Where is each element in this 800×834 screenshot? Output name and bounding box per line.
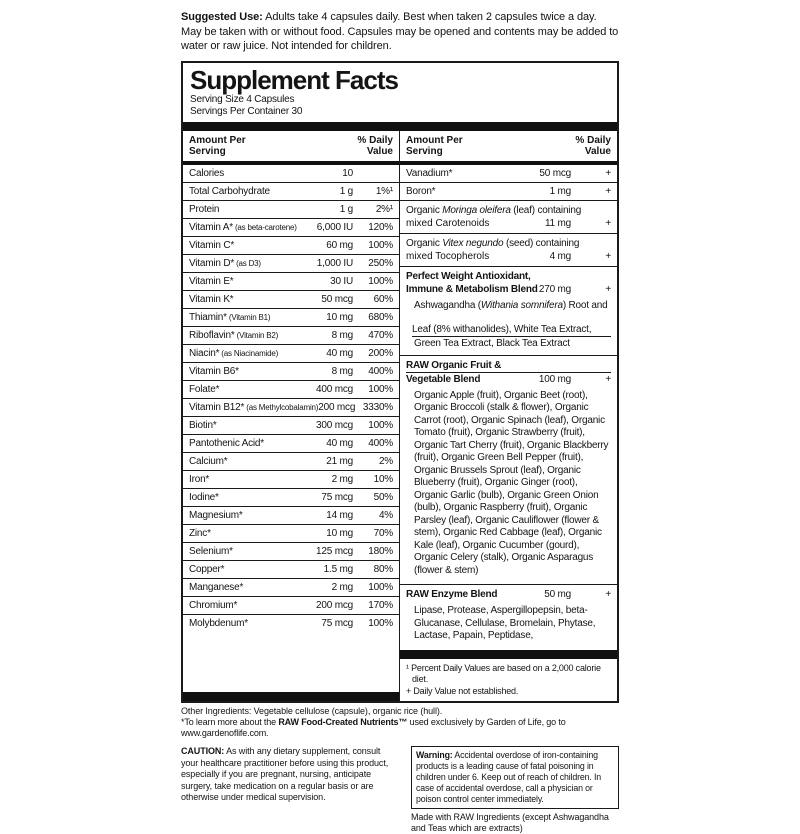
nutrient-detail: (as beta-carotene): [234, 222, 297, 232]
row-vitamin-a: [183, 218, 399, 236]
footnotes: [400, 659, 617, 702]
panel-header: [183, 63, 617, 122]
column-header-right: [400, 131, 617, 161]
blend-dv: +: [605, 589, 611, 600]
facts-columns: [183, 131, 617, 702]
nutrient-dv: 60%: [373, 293, 393, 305]
nutrient-amount: 21 mg: [326, 455, 353, 467]
nutrient-name: Vitamin B6*: [189, 365, 239, 377]
ingredient-scientific-name: Withania somnifera: [480, 299, 563, 311]
blend-ingredient-line: [412, 299, 611, 312]
blend-title: RAW Enzyme Blend: [406, 589, 498, 600]
nutrient-amount: 11 mg: [544, 217, 571, 229]
nutrient-rows-right: [400, 165, 617, 650]
nutrient-amount: 400 mcg: [316, 383, 353, 395]
nutrient-name: Protein: [189, 203, 220, 215]
header-dv-line1: % Daily: [575, 134, 611, 146]
other-ingredients: Other Ingredients: Vegetable cellulose (capsule), organic rice (hull).: [181, 706, 443, 716]
nutrient-dv: 100%: [368, 383, 393, 395]
amount-per-serving-header: [406, 135, 463, 158]
scan-gap: [412, 312, 611, 323]
divider-bar-footnotes: [400, 650, 617, 659]
footnote-daily-value-not-established: + Daily Value not established.: [406, 685, 519, 696]
nutrient-amount: 1 g: [339, 185, 353, 197]
botanical-post: (seed) containing: [503, 237, 580, 249]
botanical-scientific-name: Moringa oleifera: [442, 204, 511, 216]
row-thiamin: [183, 308, 399, 326]
blend-title-line: [406, 588, 611, 601]
blend-title-line2: [406, 283, 611, 296]
blend-amount: 270 mg: [538, 283, 571, 295]
blend-title-line1: RAW Organic Fruit &: [406, 359, 502, 371]
row-biotin: [183, 416, 399, 434]
row-manganese: [183, 578, 399, 596]
blend-title-line2: [406, 372, 611, 386]
divider-bar-bottom-left: [183, 692, 399, 701]
botanical-scientific-name: Vitex negundo: [442, 237, 504, 249]
nutrient-dv: 170%: [368, 599, 393, 611]
nutrient-name: Thiamin*: [189, 311, 227, 323]
nutrient-dv: 100%: [368, 581, 393, 593]
learn-more-note: [181, 717, 619, 739]
nutrient-amount: 8 mg: [331, 365, 353, 377]
nutrient-dv: 470%: [368, 329, 393, 341]
nutrient-name: Biotin*: [189, 419, 217, 431]
row-pantothenic-acid: [183, 434, 399, 452]
ingredient-post: ) Root and: [562, 299, 608, 311]
daily-value-header: [575, 135, 611, 158]
nutrient-dv: 680%: [368, 311, 393, 323]
learn-more-pre: *To learn more about the: [181, 717, 279, 727]
nutrient-dv: 10%: [373, 473, 393, 485]
row-molybdenum: [183, 614, 399, 632]
nutrient-amount: 50 mcg: [539, 167, 571, 179]
nutrient-amount: 4 mg: [549, 250, 571, 262]
nutrient-amount: 1,000 IU: [316, 257, 353, 269]
nutrient-amount: 125 mcg: [316, 545, 353, 557]
nutrient-amount: 6,000 IU: [316, 221, 353, 233]
blend-antioxidant: [400, 266, 617, 355]
row-zinc: [183, 524, 399, 542]
header-amount-line2: Serving: [406, 146, 443, 157]
blend-ingredient-line: Leaf (8% withanolides), White Tea Extract,: [412, 323, 592, 335]
blend-dv: +: [605, 283, 611, 295]
botanical-line2: mixed Tocopherols: [406, 250, 490, 262]
nutrient-dv: +: [605, 250, 611, 262]
blend-amount: 100 mg: [538, 373, 571, 385]
row-vitamin-d: [183, 254, 399, 272]
nutrient-dv: 80%: [373, 563, 393, 575]
blend-fruit-vegetable: [400, 355, 617, 585]
row-niacin: [183, 344, 399, 362]
nutrient-dv: 400%: [368, 365, 393, 377]
nutrient-amount: 8 mg: [331, 329, 353, 341]
nutrient-name: Vanadium*: [406, 167, 453, 179]
nutrient-amount: 50 mcg: [321, 293, 353, 305]
row-vitamin-k: [183, 290, 399, 308]
suggested-use: [181, 10, 619, 54]
nutrient-dv: 100%: [368, 617, 393, 629]
nutrient-dv: 3330%: [362, 401, 393, 413]
header-amount-line1: Amount Per: [406, 134, 463, 146]
supplement-label: [181, 0, 619, 834]
learn-more-trademark: RAW Food-Created Nutrients™: [278, 717, 408, 727]
header-dv-line2: Value: [366, 146, 393, 157]
nutrient-name: Selenium*: [189, 545, 233, 557]
nutrient-name: Vitamin C*: [189, 239, 235, 251]
suggested-use-label: Suggested Use:: [181, 11, 263, 23]
nutrient-dv: 180%: [368, 545, 393, 557]
botanical-line2: mixed Carotenoids: [406, 217, 490, 229]
row-calories: [183, 165, 399, 182]
row-vanadium: [400, 165, 617, 182]
nutrient-amount: 40 mg: [326, 347, 353, 359]
nutrient-name: Manganese*: [189, 581, 244, 593]
nutrient-amount: 75 mcg: [321, 617, 353, 629]
nutrient-amount: 300 mcg: [316, 419, 353, 431]
nutrient-dv: 200%: [368, 347, 393, 359]
nutrient-dv: 100%: [368, 275, 393, 287]
nutrient-amount: 60 mg: [326, 239, 353, 251]
nutrient-dv: 2%: [378, 455, 393, 467]
nutrient-dv: 400%: [368, 437, 393, 449]
nutrient-name: Folate*: [189, 383, 220, 395]
caution-text: [181, 746, 399, 834]
row-vitex: [400, 233, 617, 266]
nutrient-name: Vitamin K*: [189, 293, 234, 305]
blend-ingredient-line: Green Tea Extract, Black Tea Extract: [412, 336, 611, 350]
botanical-post: (leaf) containing: [510, 204, 582, 216]
nutrient-amount: 1 g: [339, 203, 353, 215]
header-dv-line1: % Daily: [357, 134, 393, 146]
blend-title: Vegetable Blend: [406, 373, 481, 385]
nutrient-detail: (as Niacinamide): [221, 348, 279, 358]
row-folate: [183, 380, 399, 398]
nutrient-name: Vitamin E*: [189, 275, 234, 287]
nutrient-amount: 10 mg: [326, 311, 353, 323]
nutrient-dv: 120%: [368, 221, 393, 233]
nutrient-name: Calories: [189, 167, 225, 179]
nutrient-amount: 40 mg: [326, 437, 353, 449]
header-amount-line2: Serving: [189, 146, 226, 157]
header-amount-line1: Amount Per: [189, 134, 246, 146]
supplement-facts-panel: [181, 61, 619, 704]
row-vitamin-e: [183, 272, 399, 290]
nutrient-name: Chromium*: [189, 599, 238, 611]
nutrient-name: Boron*: [406, 185, 436, 197]
nutrient-name: Iodine*: [189, 491, 219, 503]
nutrient-dv: 100%: [368, 419, 393, 431]
nutrient-name: Niacin*: [189, 347, 220, 359]
blend-ingredients: [406, 296, 611, 352]
botanical-pre: Organic: [406, 237, 443, 249]
footnote-percent-daily-values: ¹ Percent Daily Values are based on a 2,000 calorie diet.: [406, 662, 601, 684]
nutrient-name: Magnesium*: [189, 509, 243, 521]
nutrient-amount: 1.5 mg: [323, 563, 353, 575]
nutrient-detail: (Vitamin B2): [236, 330, 279, 340]
daily-value-header: [357, 135, 393, 158]
nutrient-dv: 70%: [373, 527, 393, 539]
row-chromium: [183, 596, 399, 614]
nutrient-detail: (as Methylcobalamin): [246, 402, 319, 412]
nutrient-name: Copper*: [189, 563, 225, 575]
botanical-pre: Organic: [406, 204, 443, 216]
nutrient-name: Calcium*: [189, 455, 228, 467]
row-magnesium: [183, 506, 399, 524]
botanical-name-line: [406, 204, 611, 217]
nutrient-detail: (Vitamin B1): [228, 312, 271, 322]
nutrient-name: Vitamin D*: [189, 257, 235, 269]
warning-column: [411, 746, 619, 834]
row-copper: [183, 560, 399, 578]
row-vitamin-b6: [183, 362, 399, 380]
row-selenium: [183, 542, 399, 560]
nutrient-amount: 75 mcg: [321, 491, 353, 503]
nutrient-amount: 10: [342, 167, 353, 179]
row-vitamin-b12: [183, 398, 399, 416]
nutrient-name: Zinc*: [189, 527, 211, 539]
nutrient-name: Iron*: [189, 473, 210, 485]
nutrient-amount: 2 mg: [331, 473, 353, 485]
botanical-amount-line: [406, 217, 611, 230]
blend-dv: +: [605, 373, 611, 385]
nutrient-rows-left: [183, 165, 399, 632]
row-boron: [400, 182, 617, 200]
nutrient-name: Riboflavin*: [189, 329, 235, 341]
blend-enzyme: [400, 584, 617, 650]
row-iodine: [183, 488, 399, 506]
blend-title: Immune & Metabolism Blend: [406, 283, 538, 295]
row-moringa: [400, 200, 617, 233]
servings-per-container: Servings Per Container 30: [190, 105, 303, 117]
blend-amount: 50 mg: [544, 589, 571, 600]
nutrient-amount: 10 mg: [326, 527, 353, 539]
caution-body: As with any dietary supplement, consult your healthcare practitioner before using this product, especially if you are pregnant, nursing, anticipate surgery, take medication on a regular basis or are otherwise under medical supervision.: [181, 746, 389, 802]
row-calcium: [183, 452, 399, 470]
nutrient-amount: 2 mg: [331, 581, 353, 593]
nutrient-amount: 200 mcg: [318, 401, 356, 413]
nutrient-dv: 1%¹: [375, 185, 393, 197]
panel-title: Supplement Facts: [190, 64, 398, 95]
nutrient-name: Total Carbohydrate: [189, 185, 270, 197]
nutrient-dv: 250%: [368, 257, 393, 269]
row-protein: [183, 200, 399, 218]
bottom-section: [181, 746, 619, 834]
row-iron: [183, 470, 399, 488]
nutrient-dv: +: [605, 217, 611, 229]
learn-more-post: used exclusively by Garden of Life, go to www.gardenoflife.com.: [181, 717, 566, 738]
nutrient-dv: +: [605, 185, 611, 197]
caution-label: CAUTION:: [181, 746, 225, 756]
blend-title-line1: Perfect Weight Antioxidant,: [406, 270, 531, 282]
made-with-note: Made with RAW Ingredients (except Ashwagandha and Teas which are extracts): [411, 812, 609, 833]
row-riboflavin: [183, 326, 399, 344]
warning-label: Warning:: [416, 750, 453, 760]
nutrient-name: Vitamin B12*: [189, 401, 245, 413]
warning-box: [411, 746, 619, 809]
serving-size: Serving Size 4 Capsules: [190, 93, 295, 105]
ingredient-pre: Ashwagandha (: [414, 299, 481, 311]
nutrient-dv: 2%¹: [375, 203, 393, 215]
nutrient-dv: 4%: [378, 509, 393, 521]
nutrient-name: Molybdenum*: [189, 617, 248, 629]
botanical-amount-line: [406, 250, 611, 263]
nutrient-dv: 50%: [373, 491, 393, 503]
header-dv-line2: Value: [584, 146, 611, 157]
divider-bar-top: [183, 122, 617, 131]
nutrient-amount: 30 IU: [330, 275, 353, 287]
row-vitamin-c: [183, 236, 399, 254]
nutrient-name: Pantothenic Acid*: [189, 437, 264, 449]
suggested-use-text: Adults take 4 capsules daily. Best when taken 2 capsules twice a day. May be taken with or without food. Capsules may be opened and contents may be added to water or raw juice. Not intended for children.: [181, 11, 619, 52]
nutrient-amount: 200 mcg: [316, 599, 353, 611]
nutrient-name: Vitamin A*: [189, 221, 233, 233]
nutrient-detail: (as D3): [236, 258, 261, 268]
column-header-left: [183, 131, 399, 161]
nutrient-amount: 14 mg: [326, 509, 353, 521]
blend-ingredients: Organic Apple (fruit), Organic Beet (root), Organic Broccoli (stalk & flower), Organic Carrot (root), Organic Spinach (leaf), Organic Tomato (fruit), Organic Strawberry (fruit), Organic Tart Cherry (fruit), Organic Blackberry (fruit), Organic Green Bell Pepper (fruit), Organic Brussels Sprout (leaf), Organic Blueberry (fruit), Organic Ginger (root), Organic Garlic (bulb), Organic Green Onion (bulb), Organic Raspberry (fruit), Organic Parsley (leaf), Organic Cauliflower (flower & stem), Organic Red Cabbage (leaf), Organic Kale (leaf), Organic Cucumber (gourd), Organic Celery (stalk), Organic Asparagus (flower & stem): [414, 389, 609, 576]
row-total-carbohydrate: [183, 182, 399, 200]
facts-column-right: [400, 131, 617, 702]
facts-column-left: [183, 131, 400, 702]
nutrient-dv: 100%: [368, 239, 393, 251]
botanical-name-line: [406, 237, 611, 250]
nutrient-amount: 1 mg: [549, 185, 571, 197]
nutrient-dv: +: [605, 167, 611, 179]
blend-ingredients: Lipase, Protease, Aspergillopepsin, beta-Glucanase, Cellulase, Bromelain, Phytase, Lactase, Papain, Peptidase,: [414, 605, 596, 641]
warning-body: Accidental overdose of iron-containing products is a leading cause of fatal poisoning in children under 6. Keep out of reach of children. In case of accidental overdose, call a physician or poison control center immediately.: [416, 750, 602, 804]
amount-per-serving-header: [189, 135, 246, 158]
